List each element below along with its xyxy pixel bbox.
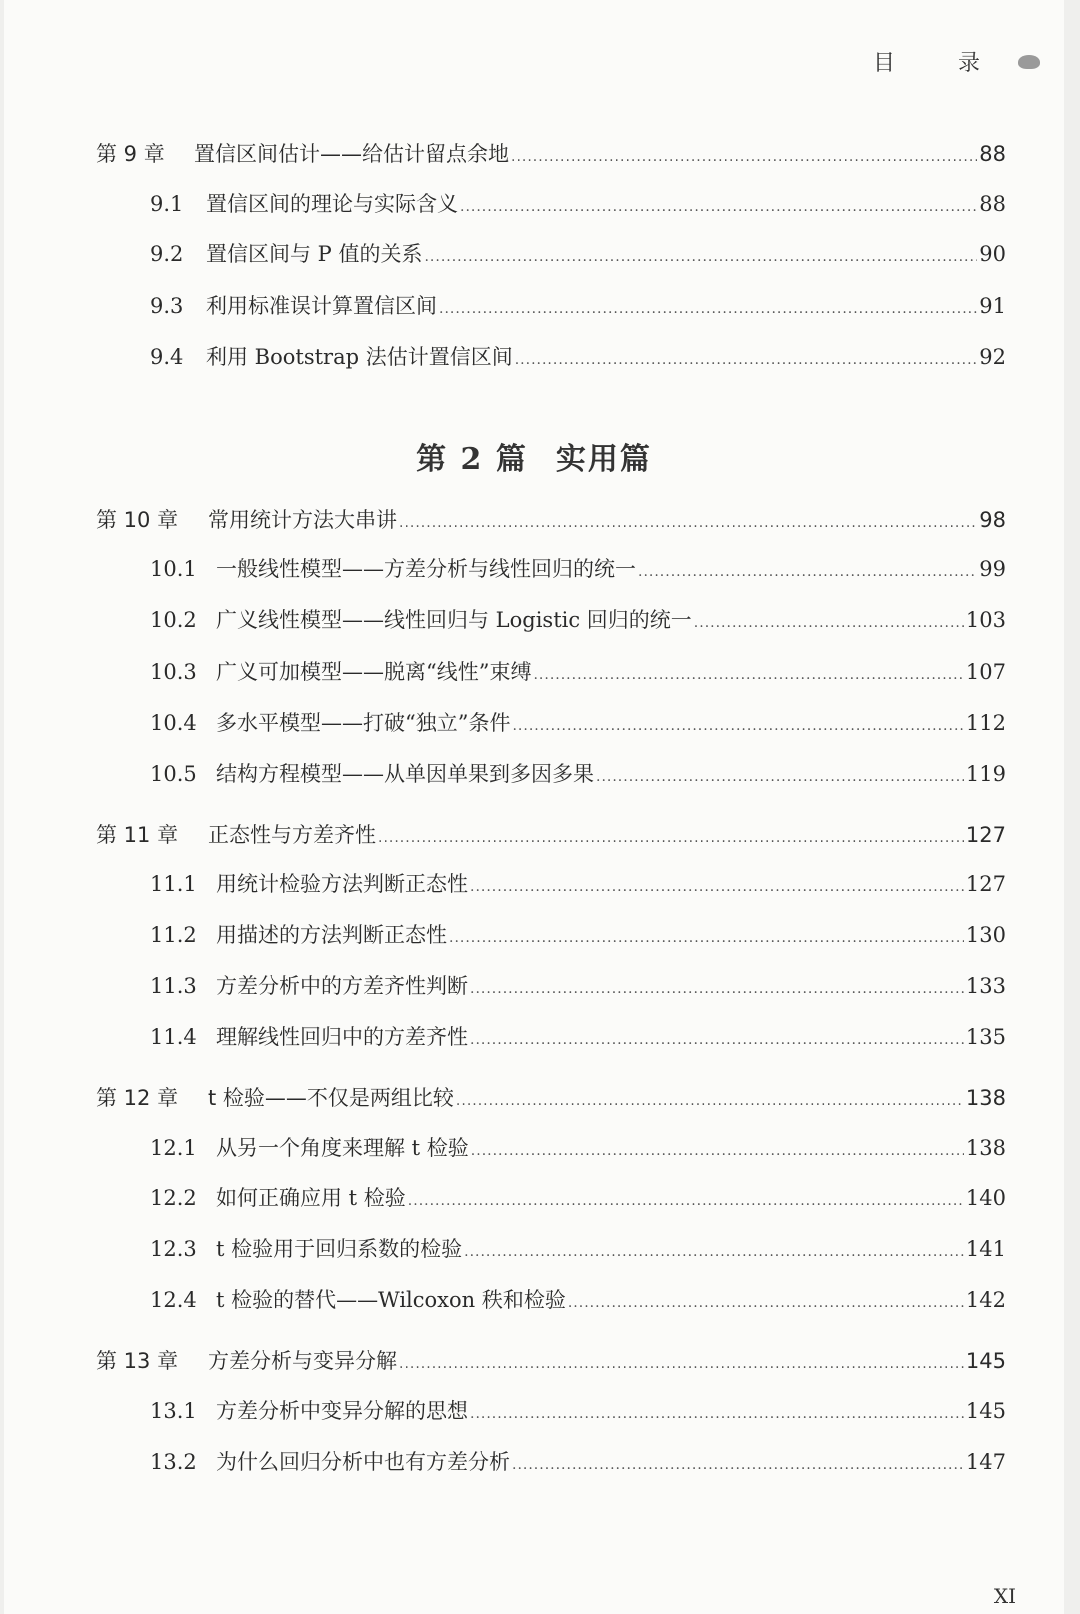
toc-entry-page: 88 [979, 192, 1006, 216]
toc-entry-page: 133 [965, 974, 1006, 998]
toc-entry-number: 12.3 [150, 1237, 197, 1261]
toc-entry-number: 第 12 章 [96, 1086, 179, 1110]
toc-entry-number: 9.3 [150, 294, 184, 318]
toc-entry-page: 130 [965, 923, 1006, 947]
toc-leader-dots [512, 1457, 964, 1473]
toc-leader-dots [460, 199, 977, 215]
toc-entry-page: 127 [965, 872, 1006, 896]
toc-entry-title: t 检验——不仅是两组比较 [208, 1086, 454, 1110]
toc-entry-page: 145 [965, 1349, 1006, 1373]
toc-leader-dots [449, 930, 964, 946]
running-header [873, 46, 1040, 77]
toc-entry-page: 99 [979, 557, 1006, 581]
toc-entry-number: 第 10 章 [96, 508, 179, 532]
toc-leader-dots [638, 564, 977, 580]
toc-entry-number: 10.3 [150, 660, 197, 684]
toc-section-entry [4, 919, 1064, 955]
toc-entry-number: 9.4 [150, 345, 184, 369]
toc-section-entry [4, 290, 1064, 326]
toc-chapter-entry [4, 1082, 1064, 1118]
toc-section-entry [4, 238, 1064, 274]
toc-entry-title: 理解线性回归中的方差齐性 [216, 1025, 468, 1049]
toc-section-entry [4, 1233, 1064, 1269]
page-folio: XI [993, 1584, 1016, 1608]
toc-section-entry [4, 656, 1064, 692]
toc-leader-dots [408, 1193, 964, 1209]
toc-entry-number: 第 13 章 [96, 1349, 179, 1373]
toc-section-entry [4, 1182, 1064, 1218]
toc-entry-title: 为什么回归分析中也有方差分析 [216, 1450, 510, 1474]
toc-entry-page: 98 [979, 508, 1006, 532]
toc-entry-title: 置信区间的理论与实际含义 [206, 192, 458, 216]
toc-leader-dots [512, 718, 963, 734]
toc-entry-title: 利用标准误计算置信区间 [206, 294, 437, 318]
toc-entry-title: 置信区间估计——给估计留点余地 [194, 142, 509, 166]
toc-section-entry [4, 707, 1064, 743]
toc-leader-dots [456, 1093, 964, 1109]
toc-entry-number: 第 9 章 [96, 142, 165, 166]
toc-entry-number: 第 11 章 [96, 823, 179, 847]
header-label: 目 录 [873, 51, 1008, 76]
toc-entry-title: 正态性与方差齐性 [208, 823, 376, 847]
toc-entry-number: 10.2 [150, 608, 197, 632]
toc-entry-title: 广义可加模型——脱离“线性”束缚 [216, 660, 532, 684]
toc-section-entry [4, 1446, 1064, 1482]
toc-entry-page: 127 [965, 823, 1006, 847]
toc-entry-page: 145 [965, 1399, 1006, 1423]
toc-leader-dots [470, 1406, 964, 1422]
toc-entry-title: 一般线性模型——方差分析与线性回归的统一 [216, 557, 636, 581]
toc-entry-page: 135 [965, 1025, 1006, 1049]
toc-leader-dots [470, 981, 964, 997]
toc-entry-number: 11.3 [150, 974, 197, 998]
toc-entry-title: 多水平模型——打破“独立”条件 [216, 711, 511, 735]
toc-section-entry [4, 868, 1064, 904]
toc-entry-page: 107 [965, 660, 1006, 684]
toc-entry-page: 91 [979, 294, 1006, 318]
toc-section-entry [4, 1284, 1064, 1320]
toc-leader-dots [424, 249, 977, 265]
toc-entry-page: 138 [965, 1136, 1006, 1160]
toc-entry-number: 9.1 [150, 192, 184, 216]
toc-section-entry [4, 970, 1064, 1006]
toc-section-entry [4, 604, 1064, 640]
toc-entry-page: 138 [965, 1086, 1006, 1110]
toc-entry-title: 如何正确应用 t 检验 [216, 1186, 406, 1210]
toc-entry-page: 92 [979, 345, 1006, 369]
toc-entry-title: 用描述的方法判断正态性 [216, 923, 447, 947]
toc-entry-title: 结构方程模型——从单因单果到多因多果 [216, 762, 594, 786]
toc-entry-title: 常用统计方法大串讲 [208, 508, 397, 532]
toc-leader-dots [399, 1356, 964, 1372]
toc-leader-dots [568, 1295, 964, 1311]
toc-entry-page: 142 [965, 1288, 1006, 1312]
toc-leader-dots [470, 879, 964, 895]
toc-chapter-entry [4, 1345, 1064, 1381]
toc-entry-number: 12.2 [150, 1186, 197, 1210]
toc-entry-title: t 检验的替代——Wilcoxon 秩和检验 [216, 1288, 566, 1312]
toc-leader-dots [464, 1244, 964, 1260]
toc-section-entry [4, 1395, 1064, 1431]
toc-entry-page: 140 [965, 1186, 1006, 1210]
toc-leader-dots [471, 1143, 964, 1159]
toc-entry-number: 10.1 [150, 557, 197, 581]
toc-entry-page: 147 [965, 1450, 1006, 1474]
toc-entry-number: 11.2 [150, 923, 197, 947]
toc-entry-number: 10.4 [150, 711, 197, 735]
toc-leader-dots [533, 667, 963, 683]
toc-section-entry [4, 758, 1064, 794]
part-name: 实用篇 [555, 442, 652, 477]
toc-section-entry [4, 553, 1064, 589]
part-label: 第 2 篇 [416, 442, 528, 477]
toc-entry-title: 用统计检验方法判断正态性 [216, 872, 468, 896]
toc-entry-title: 从另一个角度来理解 t 检验 [216, 1136, 469, 1160]
toc-entry-title: 广义线性模型——线性回归与 Logistic 回归的统一 [216, 608, 692, 632]
toc-entry-page: 88 [979, 142, 1006, 166]
toc-leader-dots [439, 301, 977, 317]
toc-entry-title: t 检验用于回归系数的检验 [216, 1237, 463, 1261]
toc-leader-dots [694, 615, 964, 631]
toc-entry-title: 方差分析中变异分解的思想 [216, 1399, 468, 1423]
toc-chapter-entry [4, 819, 1064, 855]
toc-section-entry [4, 188, 1064, 224]
toc-chapter-entry [4, 138, 1064, 174]
toc-entry-number: 12.1 [150, 1136, 197, 1160]
toc-entry-number: 9.2 [150, 242, 184, 266]
toc-entry-number: 12.4 [150, 1288, 197, 1312]
toc-entry-page: 119 [965, 762, 1006, 786]
toc-section-entry [4, 1021, 1064, 1057]
toc-entry-number: 11.4 [150, 1025, 197, 1049]
toc-leader-dots [511, 149, 977, 165]
toc-leader-dots [515, 352, 978, 368]
toc-entry-page: 90 [979, 242, 1006, 266]
toc-leader-dots [470, 1032, 964, 1048]
toc-section-entry [4, 341, 1064, 377]
toc-entry-page: 103 [965, 608, 1006, 632]
toc-leader-dots [378, 830, 964, 846]
toc-entry-number: 10.5 [150, 762, 197, 786]
toc-leader-dots [399, 515, 977, 531]
toc-entry-page: 112 [965, 711, 1006, 735]
toc-entry-title: 方差分析中的方差齐性判断 [216, 974, 468, 998]
toc-entry-number: 13.2 [150, 1450, 197, 1474]
part-heading [4, 434, 1064, 478]
header-ornament-icon [1018, 55, 1040, 69]
toc-chapter-entry [4, 504, 1064, 540]
toc-entry-page: 141 [965, 1237, 1006, 1261]
toc-entry-title: 方差分析与变异分解 [208, 1349, 397, 1373]
toc-leader-dots [596, 769, 964, 785]
toc-entry-number: 13.1 [150, 1399, 197, 1423]
toc-entry-title: 置信区间与 P 值的关系 [206, 242, 423, 266]
toc-section-entry [4, 1132, 1064, 1168]
book-page [4, 0, 1064, 1614]
toc-entry-title: 利用 Bootstrap 法估计置信区间 [206, 345, 513, 369]
toc-entry-number: 11.1 [150, 872, 197, 896]
